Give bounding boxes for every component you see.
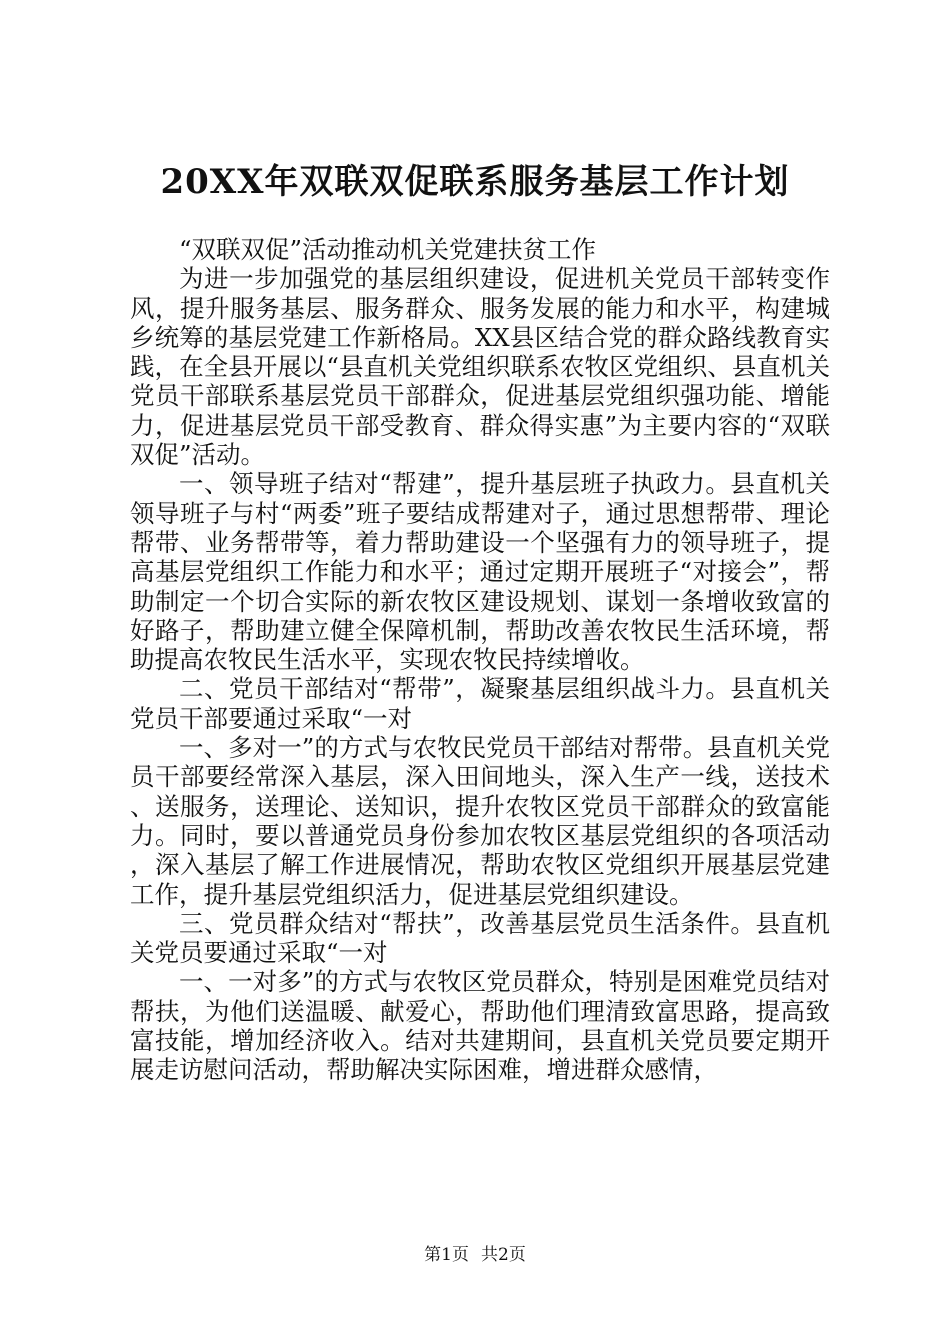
page-footer — [0, 1244, 950, 1266]
paragraph-intro: 为进一步加强党的基层组织建设，促进机关党员干部转变作风，提升服务基层、服务群众、服务发展的能力和水平，构建城乡统筹的基层党建工作新格局。XX县区结合党的群众路线教育实践，在全县开展以“县直机关党组织联系农牧区党组织、县直机关党员干部联系基层党员干部群众，促进基层党组织强功能、增能力，促进基层党员干部受教育、群众得实惠”为主要内容的“双联双促”活动。 — [130, 264, 830, 470]
paragraph-section-2-body: 一、多对一”的方式与农牧民党员干部结对帮带。县直机关党员干部要经常深入基层，深入田间地头，深入生产一线，送技术、送服务，送理论、送知识，提升农牧区党员干部群众的致富能力。同时，要以普通党员身份参加农牧区基层党组织的各项活动，深入基层了解工作进展情况，帮助农牧区党组织开展基层党建工作，提升基层党组织活力，促进基层党组织建设。 — [130, 733, 830, 909]
paragraph-section-1: 一、领导班子结对“帮建”，提升基层班子执政力。县直机关领导班子与村“两委”班子要结成帮建对子，通过思想帮带、理论帮带、业务帮带等，着力帮助建设一个坚强有力的领导班子，提高基层党组织工作能力和水平；通过定期开展班子“对接会”，帮助制定一个切合实际的新农牧区建设规划、谋划一条增收致富的好路子，帮助建立健全保障机制，帮助改善农牧民生活环境，帮助提高农牧民生活水平，实现农牧民持续增收。 — [130, 469, 830, 675]
document-title: 20XX年双联双促联系服务基层工作计划 — [160, 162, 790, 202]
paragraph-section-3-heading: 三、党员群众结对“帮扶”，改善基层党员生活条件。县直机关党员要通过采取“一对 — [130, 908, 830, 968]
page-total: 共2页 — [481, 1245, 526, 1265]
paragraph-section-2-heading: 二、党员干部结对“帮带”，凝聚基层组织战斗力。县直机关党员干部要通过采取“一对 — [130, 674, 830, 733]
paragraph-subtitle: “双联双促”活动推动机关党建扶贫工作 — [179, 235, 597, 264]
document-body — [130, 235, 830, 1085]
page-number: 第1页 — [424, 1245, 469, 1265]
paragraph-section-3-body: 一、一对多”的方式与农牧区党员群众，特别是困难党员结对帮扶，为他们送温暖、献爱心，帮助他们理清致富思路，提高致富技能，增加经济收入。结对共建期间，县直机关党员要定期开展走访慰问活动，帮助解决实际困难，增进群众感情， — [130, 967, 830, 1085]
